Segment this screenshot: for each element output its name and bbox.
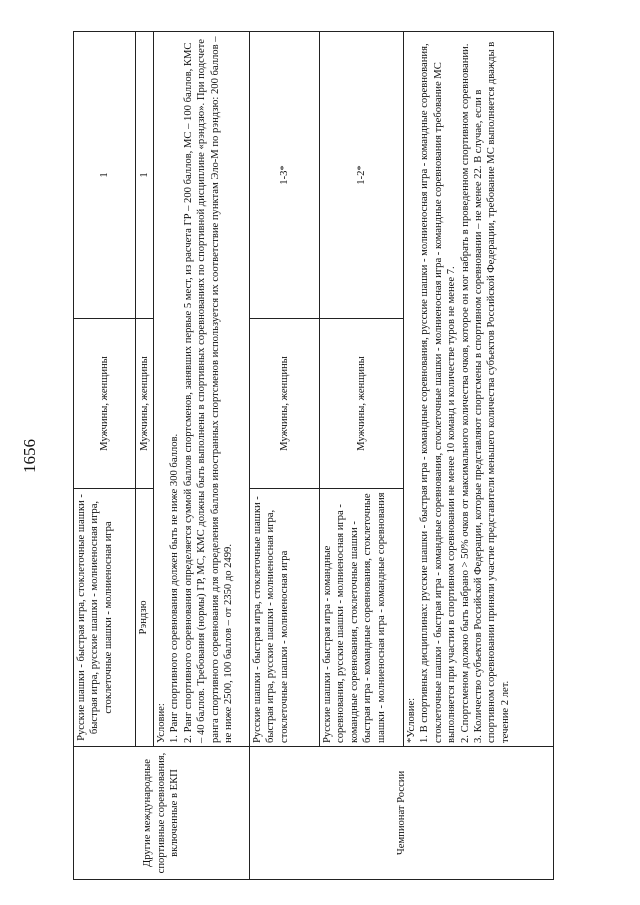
age-group-cell: 1 <box>136 32 154 319</box>
competition-cell: Чемпионат России <box>250 747 554 880</box>
table-row <box>74 32 136 880</box>
discipline-cell: Русские шашки - быстрая игра - командные соревнования, русские шашки - молниеносная игра - командные соревнования, стоклеточные шашки - быстрая игра - командные соревнования, стоклеточные шашки - молниеносная игра - командные соревнования <box>320 489 404 747</box>
condition-heading: Условие: <box>156 703 167 743</box>
requirements-table <box>73 31 554 880</box>
condition-item: 1. В спортивных дисциплинах: русские шашки - быстрая игра - командные соревнования, русские шашки - молниеносная игра - командные соревнования, стоклеточные шашки - быстрая игра - командные соревнования, стоклеточные шашки - молниеносная игра - командные соревнования требование МС выполняется при участии в спортивном соревновании не менее 10 команд и количестве туров не менее 7. <box>419 43 458 743</box>
condition-item: 2. Ранг спортивного соревнования определяется суммой баллов спортсменов, занявших первые 5 мест, из расчета ГР – 200 баллов, МС – 100 баллов, КМС – 40 баллов. Требования (нормы) ГР, МС, КМС должны быть выполнены в спортивных соревнованиях по спортивной дисциплине «рэндзю». При подсчете ранга спортивного соревнования для определения баллов иностранных спортсменов используется их соответствие пунктам Эло-М по рэндзю: 200 баллов – не ниже 2500, 100 баллов – от 2350 до 2499. <box>182 36 235 743</box>
condition-heading: *Условие: <box>406 697 417 743</box>
condition-item: 1. Ранг спортивного соревнования должен быть не ниже 300 баллов. <box>169 433 181 743</box>
table-row <box>250 32 320 880</box>
age-group-cell: 1-3* <box>250 32 320 319</box>
age-group-cell: 1-2* <box>320 32 404 319</box>
category-cell: Мужчины, женщины <box>250 319 320 489</box>
condition-item: 3. Количество субъектов Российской Федерации, которые представляют спортсмены в спортивном соревновании – не менее 22. В случае, если в спортивном соревновании приняли участие представители меньшего количества субъектов Российской Федерации, требование МС выполняется дважды в течение 2 лет. <box>473 41 511 743</box>
category-cell: Мужчины, женщины <box>74 319 136 489</box>
discipline-cell: Русские шашки - быстрая игра, стоклеточные шашки - быстрая игра, русские шашки - молниеносная игра, стоклеточные шашки - молниеносная игра <box>74 489 136 747</box>
category-cell: Мужчины, женщины <box>136 319 154 489</box>
age-group-cell: 1 <box>74 32 136 319</box>
competition-cell: Другие международные спортивные соревнования, включенные в ЕКП <box>74 747 250 880</box>
condition-item: 2. Спортсменом должно быть набрано > 50% очков от максимального количества очков, которое он мог набрать в проведенном спортивном соревновании. <box>459 43 471 743</box>
category-cell: Мужчины, женщины <box>320 319 404 489</box>
discipline-cell: Рэндзю <box>136 489 154 747</box>
conditions-cell <box>404 32 554 747</box>
page-number: 1656 <box>20 439 39 473</box>
discipline-cell: Русские шашки - быстрая игра, стоклеточные шашки - быстрая игра, русские шашки - молниеносная игра, стоклеточные шашки - молниеносная игра <box>250 489 320 747</box>
conditions-cell <box>154 32 250 747</box>
